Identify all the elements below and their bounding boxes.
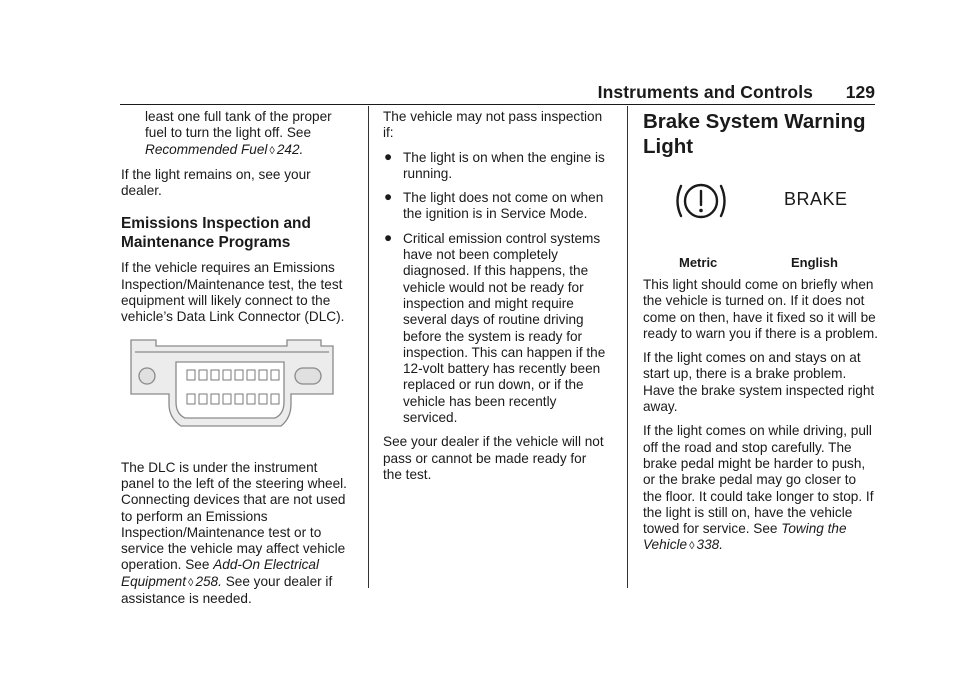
list-item (383, 231, 607, 427)
metric-label: Metric (679, 255, 718, 270)
list-item (383, 190, 607, 223)
brake-heading: Brake System Warning Light (643, 110, 866, 158)
page-number: 129 (845, 82, 875, 102)
list-item-text: Critical emission control systems have not been completely diagnosed. If this happens, the vehicle would not be ready for inspection and might require several days of routine driving before the system is ready for inspection. This can happen if the 12-volt battery has recently been replaced or run down, or if the vehicle has been recently serviced. (403, 230, 606, 426)
data-link-connector-icon (121, 338, 343, 442)
dlc-tail: See your dealer if assistance is needed. (121, 573, 333, 607)
xref-page[interactable]: 338. (696, 537, 723, 553)
dlc-paragraph (121, 460, 353, 608)
emissions-heading: Emissions Inspection and Maintenance Programs (121, 215, 311, 252)
xref-recommended-fuel[interactable] (145, 142, 303, 157)
english-label: English (791, 255, 838, 270)
column-right (643, 109, 878, 563)
see-dealer-paragraph: See your dealer if the vehicle will not pass or cannot be made ready for the test. (383, 434, 604, 482)
xref-title[interactable]: Add-On Electrical Equipment (121, 557, 319, 589)
emissions-paragraph: If the vehicle requires an Emissions Inspection/Maintenance test, the test equipment will likely connect to the vehicle’s Data Link Connector (DLC). (121, 260, 345, 325)
column-divider (368, 106, 369, 588)
xref-title[interactable]: Recommended Fuel (145, 141, 268, 157)
list-item-text: The light does not come on when the ignition is in Service Mode. (403, 190, 604, 222)
bullet-icon: ● (384, 189, 393, 205)
section-title: Instruments and Controls (597, 82, 813, 102)
list-item (383, 150, 607, 183)
dlc-text: The DLC is under the instrument panel to the left of the steering wheel. Connecting devices that are not used to perform an Emissions Inspection/Maintenance test or to service the vehicle may affect vehicle operation. See (121, 459, 347, 573)
xref-arrow-icon: ◊ (689, 540, 695, 553)
continued-paragraph (121, 109, 353, 159)
continued-text: least one full tank of the proper fuel to turn the light off. See (145, 109, 332, 141)
xref-arrow-icon: ◊ (269, 144, 275, 157)
brake-paragraph-3 (643, 423, 878, 554)
brake-icons (643, 177, 878, 277)
page-header (120, 80, 875, 105)
brake-text-icon: BRAKE (784, 189, 848, 209)
list-item-text: The light is on when the engine is running. (403, 149, 605, 181)
column-left (121, 109, 353, 615)
inspection-list (383, 150, 607, 427)
brake-paragraph-1: This light should come on briefly when the vehicle is turned on. If it does not come on then, have it fixed so it will be ready to warn you if there is a problem. (643, 277, 878, 341)
column-divider (627, 106, 628, 588)
dealer-paragraph: If the light remains on, see your dealer. (121, 166, 311, 199)
brake-paragraph-2: If the light comes on and stays on at start up, there is a brake problem. Have the brake system inspected right away. (643, 350, 875, 415)
inspection-intro: The vehicle may not pass inspection if: (383, 109, 603, 141)
dlc-illustration (121, 338, 353, 446)
xref-page[interactable]: 242. (276, 141, 304, 157)
column-middle (383, 109, 607, 491)
xref-page[interactable]: 258. (195, 573, 222, 589)
xref-arrow-icon: ◊ (188, 576, 194, 589)
brake-text: If the light comes on while driving, pull off the road and stop carefully. The brake pedal might be harder to push, or the brake pedal may go closer to the floor. It could take longer to stop. If the light is still on, have the vehicle towed for service. See (643, 423, 874, 537)
bullet-icon: ● (384, 229, 393, 245)
bullet-icon: ● (384, 148, 393, 164)
xref-title[interactable]: Towing the Vehicle (643, 521, 847, 553)
brake-warning-icon (673, 177, 729, 225)
